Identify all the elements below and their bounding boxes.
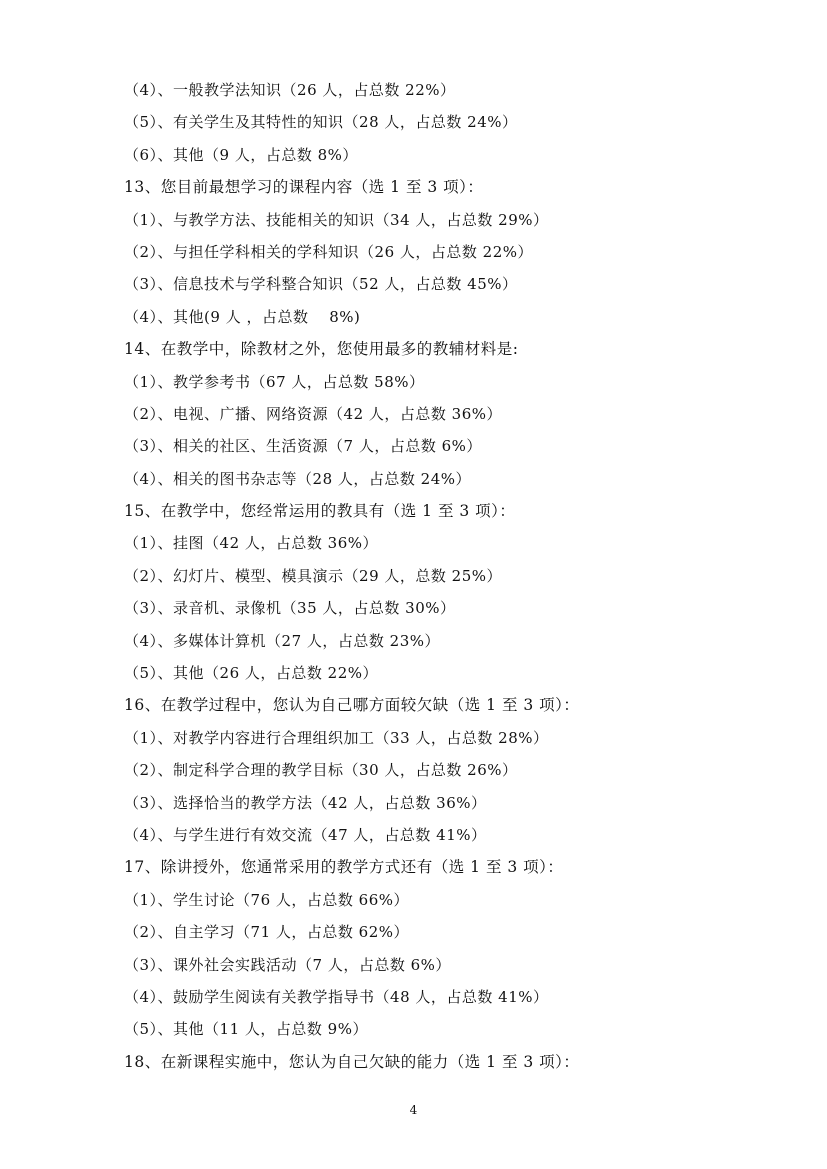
question-17: 17、除讲授外，您通常采用的教学方式还有（选 1 至 3 项）： xyxy=(124,858,564,877)
question-16: 16、在教学过程中，您认为自己哪方面较欠缺（选 1 至 3 项）： xyxy=(124,696,580,715)
option-line: （4）、与学生进行有效交流（47 人，占总数 41%） xyxy=(124,825,487,844)
option-line: （4）、多媒体计算机（27 人，占总数 23%） xyxy=(124,631,441,650)
option-line: （4）、一般教学法知识（26 人，占总数 22%） xyxy=(124,81,456,99)
option-line: （1）、学生讨论（76 人，占总数 66%） xyxy=(124,890,410,909)
option-line: （4）、其他(9 人 ，占总数 8%) xyxy=(124,307,361,326)
option-line: （1）、与教学方法、技能相关的知识（34 人，占总数 29%） xyxy=(124,210,549,229)
option-line: （6）、其他（9 人，占总数 8%） xyxy=(124,145,358,164)
option-line: （1）、对教学内容进行合理组织加工（33 人，占总数 28%） xyxy=(124,728,549,747)
question-15: 15、在教学中，您经常运用的教具有（选 1 至 3 项）： xyxy=(124,502,516,521)
survey-results-body xyxy=(124,74,764,1078)
page-number: 4 xyxy=(409,1103,418,1117)
option-line: （3）、相关的社区、生活资源（7 人，占总数 6%） xyxy=(124,437,482,456)
option-line: （2）、电视、广播、网络资源（42 人，占总数 36%） xyxy=(124,404,503,423)
option-line: （5）、有关学生及其特性的知识（28 人，占总数 24%） xyxy=(124,113,518,132)
option-line: （3）、选择恰当的教学方法（42 人，占总数 36%） xyxy=(124,793,487,812)
question-14: 14、在教学中，除教材之外，您使用最多的教辅材料是: xyxy=(124,340,519,359)
option-line: （3）、课外社会实践活动（7 人，占总数 6%） xyxy=(124,955,451,974)
option-line: （5）、其他（11 人，占总数 9%） xyxy=(124,1020,368,1039)
option-line: （3）、信息技术与学科整合知识（52 人，占总数 45%） xyxy=(124,275,518,294)
option-line: （4）、相关的图书杂志等（28 人，占总数 24%） xyxy=(124,469,472,488)
option-line: （3）、录音机、录像机（35 人，占总数 30%） xyxy=(124,599,456,618)
question-13: 13、您目前最想学习的课程内容（选 1 至 3 项）： xyxy=(124,178,484,197)
option-line: （2）、自主学习（71 人，占总数 62%） xyxy=(124,923,410,942)
option-line: （5）、其他（26 人，占总数 22%） xyxy=(124,664,379,683)
option-line: （2）、幻灯片、模型、模具演示（29 人，总数 25%） xyxy=(124,566,503,585)
option-line: （2）、与担任学科相关的学科知识（26 人，占总数 22%） xyxy=(124,242,534,261)
option-line: （2）、制定科学合理的教学目标（30 人，占总数 26%） xyxy=(124,761,518,780)
question-18: 18、在新课程实施中，您认为自己欠缺的能力（选 1 至 3 项）： xyxy=(124,1052,580,1071)
option-line: （1）、教学参考书（67 人，占总数 58%） xyxy=(124,372,425,391)
option-line: （1）、挂图（42 人，占总数 36%） xyxy=(124,534,379,553)
option-line: （4）、鼓励学生阅读有关教学指导书（48 人，占总数 41%） xyxy=(124,987,549,1006)
